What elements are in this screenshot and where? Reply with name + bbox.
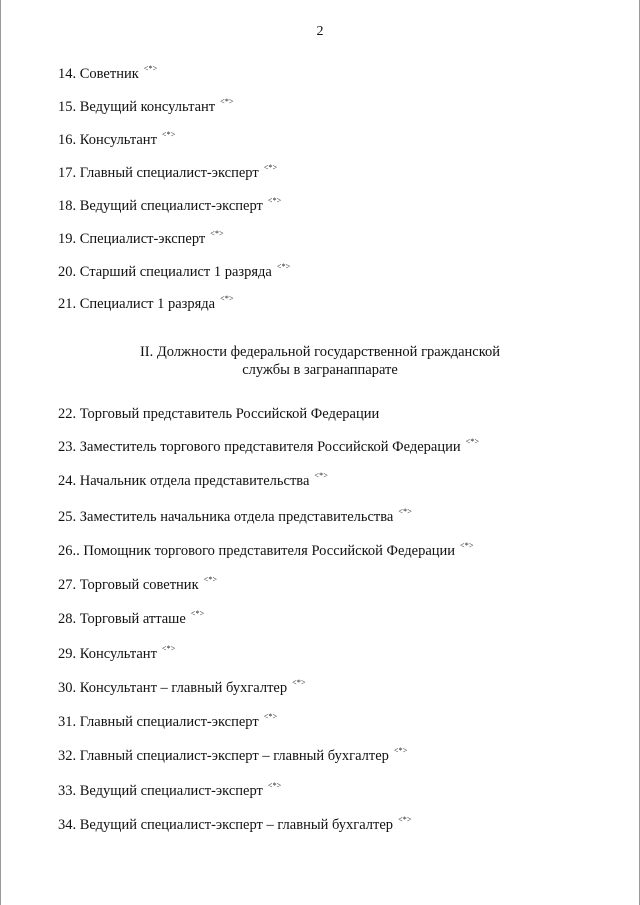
list-item-text: 24. Начальник отдела представительства (58, 473, 310, 489)
list-item (58, 438, 479, 458)
list-item (58, 542, 474, 562)
list-item (58, 164, 277, 184)
list-item (58, 65, 157, 85)
list-item-text: 33. Ведущий специалист-эксперт (58, 783, 263, 799)
footnote-marker: <*> (190, 609, 205, 618)
list-item (58, 713, 277, 733)
list-item (58, 197, 281, 217)
list-item (58, 295, 234, 315)
footnote-marker: <*> (267, 781, 282, 790)
footnote-marker: <*> (460, 541, 474, 550)
list-item-text: 19. Специалист-эксперт (58, 231, 206, 247)
footnote-marker: <*> (314, 471, 329, 480)
list-item (58, 610, 204, 630)
footnote-marker: <*> (203, 575, 218, 584)
list-item (58, 576, 217, 596)
page-number: 2 (316, 24, 324, 39)
footnote-marker: <*> (292, 678, 306, 687)
list-item-text: 30. Консультант – главный бухгалтер (58, 680, 288, 696)
list-item (58, 782, 281, 802)
list-item (58, 131, 176, 151)
list-item-text: 17. Главный специалист-эксперт (58, 165, 259, 181)
list-item (58, 263, 291, 283)
list-item-text: 15. Ведущий консультант (58, 99, 216, 115)
footnote-marker: <*> (393, 746, 408, 755)
section-heading (0, 343, 640, 379)
list-item-text: 18. Ведущий специалист-эксперт (58, 198, 263, 214)
footnote-marker: <*> (276, 262, 291, 271)
list-item-text: 32. Главный специалист-эксперт – главный бухгалтер (58, 748, 389, 764)
list-item (58, 816, 412, 836)
list-item-text: 34. Ведущий специалист-эксперт – главный бухгалтер (58, 817, 394, 833)
list-item (58, 472, 328, 492)
footnote-marker: <*> (398, 507, 412, 516)
footnote-marker: <*> (263, 712, 278, 721)
list-item-text: 26.. Помощник торгового представителя Российской Федерации (58, 543, 456, 559)
footnote-marker: <*> (263, 163, 278, 172)
list-item-text: 14. Советник (58, 66, 139, 82)
footnote-marker: <*> (220, 97, 234, 106)
section-heading-line-1: II. Должности федеральной государственной гражданской (139, 344, 501, 360)
list-item (58, 98, 234, 118)
list-item (58, 230, 224, 250)
list-item (58, 405, 379, 423)
list-item-text: 29. Консультант (58, 646, 157, 662)
list-item-text: 23. Заместитель торгового представителя Российской Федерации (58, 439, 461, 455)
footnote-marker: <*> (220, 294, 234, 303)
list-item (58, 747, 408, 767)
list-item-text: 22. Торговый представитель Российской Федерации (58, 406, 380, 422)
list-item (58, 508, 412, 528)
footnote-marker: <*> (161, 130, 176, 139)
footnote-marker: <*> (267, 196, 282, 205)
footnote-marker: <*> (398, 815, 412, 824)
list-item-text: 20. Старший специалист 1 разряда (58, 264, 272, 280)
section-heading-line-2: службы в загранаппарате (242, 362, 398, 378)
footnote-marker: <*> (161, 644, 176, 653)
list-item-text: 21. Специалист 1 разряда (58, 296, 216, 312)
list-item (58, 645, 176, 665)
footnote-marker: <*> (210, 229, 224, 238)
list-item-text: 25. Заместитель начальника отдела представительства (58, 509, 394, 525)
footnote-marker: <*> (143, 64, 158, 73)
page-edge-left (0, 0, 1, 905)
footnote-marker: <*> (465, 437, 480, 446)
list-item-text: 16. Консультант (58, 132, 157, 148)
list-item-text: 28. Торговый атташе (58, 611, 186, 627)
list-item (58, 679, 306, 699)
list-item-text: 31. Главный специалист-эксперт (58, 714, 259, 730)
list-item-text: 27. Торговый советник (58, 577, 199, 593)
